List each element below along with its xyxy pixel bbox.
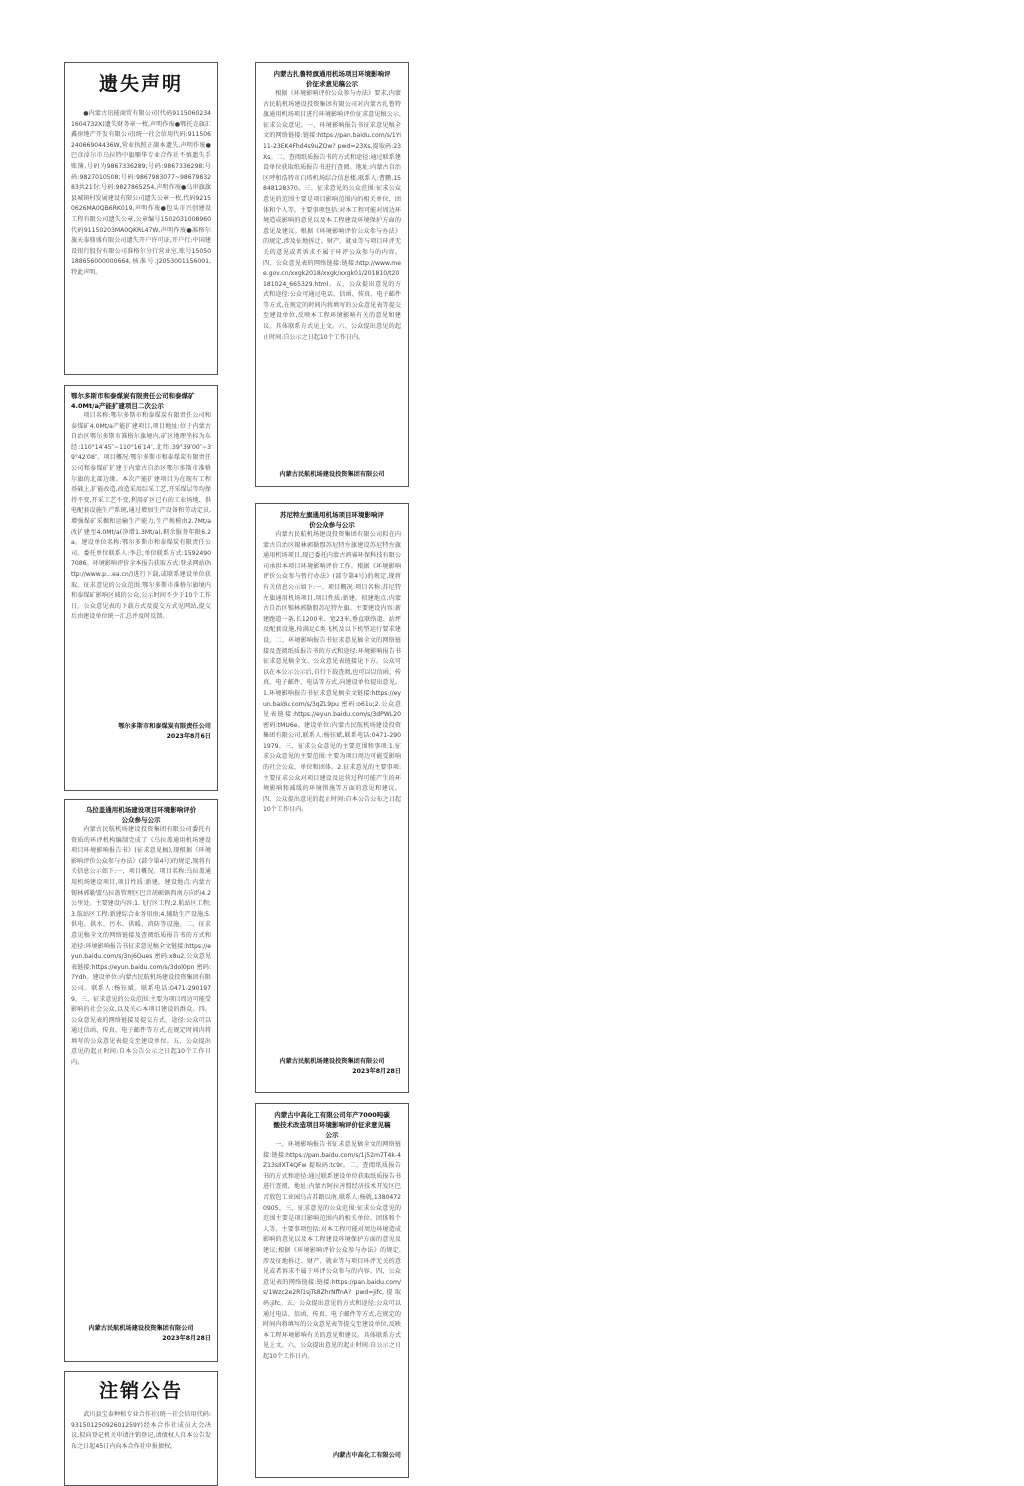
lost-statement-title: 遗失声明 (98, 73, 183, 95)
notice-suniteyou-box (255, 503, 409, 1093)
notice-zhalute-signature: 内蒙古民航机场建设投资集团有限公司 (279, 471, 385, 478)
notice-zhalute-title: 内蒙古扎鲁特旗通用机场项目环境影响评价征求意见稿公示 (273, 70, 391, 88)
notice-zhonggaohua-signature: 内蒙古中高化工有限公司 (332, 1452, 401, 1459)
notice-suniteyou-body: 内蒙古民航机场建设投资集团有限公司拟在内蒙古自治区锡林郭勒盟苏尼特左旗建设苏尼特左旗通用机场项目,现已委托内蒙古鸿睿环保科技有限公司承担本项目环境影响评价工作。根据《环境影响评价公众参与暂行办法》(部令第4号)的规定,现将有关信息公示如下:一、项目概况:项目名称:苏尼特左旗通用机场项目,项目性质:新建。拟建地点:内蒙古自治区锡林郭勒盟苏尼特左旗。主要建设内容:新建跑道一条,长1200米、宽23米,垂直联络道、站坪及配套设施,按满足C类飞机及以下机型运行要求建设。二、环境影响报告书征求意见稿全文的网络链接及查阅纸质报告书的方式和途径:环境影响报告书征求意见稿全文、公众意见表链接见下方。公众可以在本公示公示后,自行下载查阅,也可以以信函、传真、电子邮件、电话等方式,向建设单位提出意见。1.环境影响报告书征求意见稿全文链接:https://eyun.baidu.com/s/3qZL9pu 密码:o61u;2.公众意见表链接:https://eyun.baidu.com/s/3dPWL20 密码:tMU6e。建设单位:内蒙古民航机场建设投资集团有限公司,联系人:杨钰斌,联系电话:0471-2901979。三、征求公众意见的主要范围和事项:1.征求公众意见的主要范围:主要为项目周边可能受影响的社会公众、单位和团体。2.征求意见的主要事项:主要征求公众对项目建设及运营过程可能产生的环境影响和减缓的环境措施等方面的意见和建议。四、公众提出意见的起止时间:自本公告公布之日起10个工作日内。 (263, 531, 401, 814)
notice-ordos-signature: 鄂尔多斯市和泰煤炭有限责任公司 (118, 723, 211, 730)
notice-suniteyou-date: 2023年8月28日 (352, 1068, 401, 1075)
notice-zhonggaohua-title: 内蒙古中高化工有限公司年产7000吨碳酸技术改造项目环境影响评价征求意见稿公示 (273, 1111, 391, 1139)
notice-wulagai-body: 内蒙古民航机场建设投资集团有限公司委托有资质的环评机构编制完成了《乌拉盖通用机场建设项目环境影响报告书》(征求意见稿),现根据《环境影响评价公众参与办法》(部令第4号)的规定,现将有关信息公示如下:一、项目概况。项目名称:乌拉盖通用机场建设项目,项目性质:新建。建设地点:内蒙古锡林郭勒盟乌拉盖管理区巴音胡硕镇西南方向约4.2公里处。主要建设内容:1.飞行区工程;2.航站区工程;3.航站区工程:新建综合业务用房;4.辅助生产设施;5.供电、供水、污水、供暖、消防等设施。二、征求意见稿全文的网络链接及查阅纸质报告书的方式和途径:环境影响报告书征求意见稿全文链接:https://eyun.baidu.com/s/3nj6Oues 密码:x8u2,公众意见表链接:https://eyun.baidu.com/s/3dol0pn 密码:7Ydh。建设单位:内蒙古民航机场建设投资集团有限公司。联系人:杨钰斌。联系电话:0471-2901979。三、征求意见的公众范围:主要为项目周边可能受影响的社会公众,以及关心本项目建设的群众。四、公众意见表的网络链接及提交方式、途径:公众可以通过信函、传真、电子邮件等方式,在规定时间内将填写的公众意见表提交至建设单位。五、公众提出意见的起止时间:自本公告公示之日起10个工作日内。 (71, 826, 211, 1067)
lost-statement-box (64, 62, 218, 375)
notice-wulagai-signature: 内蒙古民航机场建设投资集团有限公司 (88, 1325, 194, 1332)
cancel-notice-body: 武川县宝泰种植专业合作社(统一社会信用代码:93150125092601259Y)经本合作社成员大会决议,拟向登记机关申请注销登记,请债权人自本公告发布之日起45日内向本合作社申报债权。 (71, 1411, 211, 1450)
notice-zhonggaohua-box (255, 1103, 409, 1478)
notice-ordos-box (64, 385, 218, 791)
cancel-notice-title: 注销公告 (98, 1380, 183, 1402)
cancel-notice-box (64, 1371, 218, 1486)
notice-suniteyou-title: 苏尼特左旗通用机场项目环境影响评价公众参与公示 (280, 511, 384, 529)
right-column (255, 62, 409, 1459)
notice-zhalute-box (255, 62, 409, 487)
notice-ordos-title: 鄂尔多斯市和泰煤炭有限责任公司和泰煤矿4.0Mt/a产能扩建项目二次公示 (71, 392, 195, 410)
notice-suniteyou-signature: 内蒙古民航机场建设投资集团有限公司 (279, 1058, 385, 1065)
notice-wulagai-date: 2023年8月28日 (162, 1335, 211, 1342)
notice-wulagai-title: 乌拉盖通用机场建设项目环境影响评价公众参与公示 (85, 806, 197, 824)
notice-wulagai-box (64, 799, 218, 1362)
notice-ordos-date: 2023年8月6日 (166, 733, 211, 740)
notice-zhonggaohua-body: 一、环境影响报告书征求意见稿全文的网络链接:链接:https://pan.baidu.com/s/1j52m7T4k-4Z13sIlXT4QFw 提取码:tc9r。二、查阅纸质报告书的方式和途径:通过联系建设单位获取纸质报告书进行查阅。地址:内蒙古阿拉善盟经济技术开发区巴音敖包工业园乌吉苏路以南,联系人:杨就,13804720905。三、征求意见的公众范围:征求公众意见的范围主要是项目影响范围内的相关单位、团体和个人等。主要事项包括:对本工程可能对周边环境造成影响的意见以及本工程建设环境保护方面的意见及建议;根据《环境影响评价公众参与办法》的规定,涉及征地拆迁、财产、就业等与项目环评无关的意见或者诉求不属于环评公众参与的内容。四、公众意见表的网络链接:链接:https://pan.baidu.com/s/1Wzc2e2Rl1sjTs8ZhrNffnA? pwd=jifc,提取码:jifc。五、公众提出意见的方式和途径:公众可以通过电话、信函、传真、电子邮件等方式,在规定的时间内将填写的公众意见表等提交至建设单位,反映本工程环境影响有关的意见和建议。具体联系方式见上文。六、公众提出意见的起止时间:自公示之日起10个工作日内。 (263, 1141, 401, 1360)
notice-ordos-body: 项目名称:鄂尔多斯市和泰煤炭有限责任公司和泰煤矿4.0Mt/a产能扩建项目,项目地址:位于内蒙古自治区鄂尔多斯市准格尔旗境内,矿区地理坐标为东经:110°14′45″~110°16′14″,北纬:39°39′00″~39°42′08″。项目概况:鄂尔多斯市和泰煤炭有限责任公司和泰煤矿扩建于内蒙古自治区鄂尔多斯市准格尔旗的北部边缘。本次产能扩建项目为在现有工程基础上,扩能改造,改造采用综采工艺,开采煤层等均保持不变,开采工艺不变,利用矿区已有的工业场地、供电配套设施生产系统,通过增加生产设备和劳动定员,增强煤矿采掘和运输生产能力,生产规模由2.7Mt/a改扩建至4.0Mt/a(净增1.3Mt/a),剩余服务年限6.2a。建设单位名称:鄂尔多斯市和泰煤炭有限责任公司。委托单位联系人:李总;单位联系方式:15924907086。环境影响评价全本报告获取方式:登录网站(http://www.p…ea.cn/)进行下载,或联系建设单位获取。征求意见的公众范围:鄂尔多斯市准格尔旗境内和泰煤矿影响区域的公众,公示时间不少于10个工作日。公众意见表的下载方式及提交方式见网站,提交后由建设单位统一汇总并及时反馈。 (71, 412, 211, 621)
notice-zhalute-body: 根据《环境影响评价公众参与办法》要求,内蒙古民航机场建设投资集团有限公司对内蒙古扎鲁特旗通用机场项目进行环境影响评价征求意见稿公示,征求公众意见。一、环境影响报告书征求意见稿全文的网络链接:链接:https://pan.baidu.com/s/1Yi11-23EK4Fhd4s9uZOw? pwd=23Xs,提取码:23Xs。二、查阅纸质报告书的方式和途径:通过联系建设单位获取纸质报告书进行查阅。地址:内蒙古自治区呼和浩特市白塔机场综合信息楼,联系人:曹鹏,15848128370。三、征求意见的公众范围:征求公众意见的范围主要是项目影响范围内的相关单位、团体和个人等。主要事项包括:对本工程可能对周边环境造成影响的意见以及本工程建设环境保护方面的意见及建议。根据《环境影响评价公众参与办法》的规定,涉及征地拆迁、财产、就业等与项目环评无关的意见或者诉求不属于环评公众参与的内容。四、公众意见表的网络链接:链接:http://www.mee.gov.cn/xxgk2018/xxgk/xxgk01/201810/t20181024_665329.html。五、公众提出意见的方式和途径:公众可通过电话、信函、传真、电子邮件等方式,在规定的时间内将填写的公众意见表等提交至建设单位,反映本工程环境影响有关的意见和建议。具体联系方式见上文。六、公众提出意见的起止时间:自公示之日起10个工作日内。 (263, 90, 401, 341)
left-column (64, 62, 218, 1450)
lost-statement-body: ●内蒙古讯能商贸有限公司(代码91150602341604732X)遗失财务章一枚,声明作废●鄂托克旗汇鑫房地产开发有限公司(统一社会信用代码:91150624066904436W,营业执照正副本遗失,声明作废●巴彦淖尔市乌拉特中旗顺华专业合作社不慎遗失手账簿,号码为9867336289;号码:9867336298;号码:9827010508;号码:9867983077~9867983283共21份;号码:9827865254,声明作废●乌审旗旗县城镇村发展建设有限公司遗失公章一枚,代码92150626MA0QB6RK019,声明作废●包头市兴创建设工程有限公司遗失公章,公章编号1502031008960代码91150203MA0QKRL47W,声明作废●准格尔旗天泰鼎盛有限公司遗失开户许可证,开户行:中国建设银行股份有限公司准格尔分行营业室,账号15050188656000000664,核准号:J2053001156001,特此声明。 (71, 110, 211, 276)
